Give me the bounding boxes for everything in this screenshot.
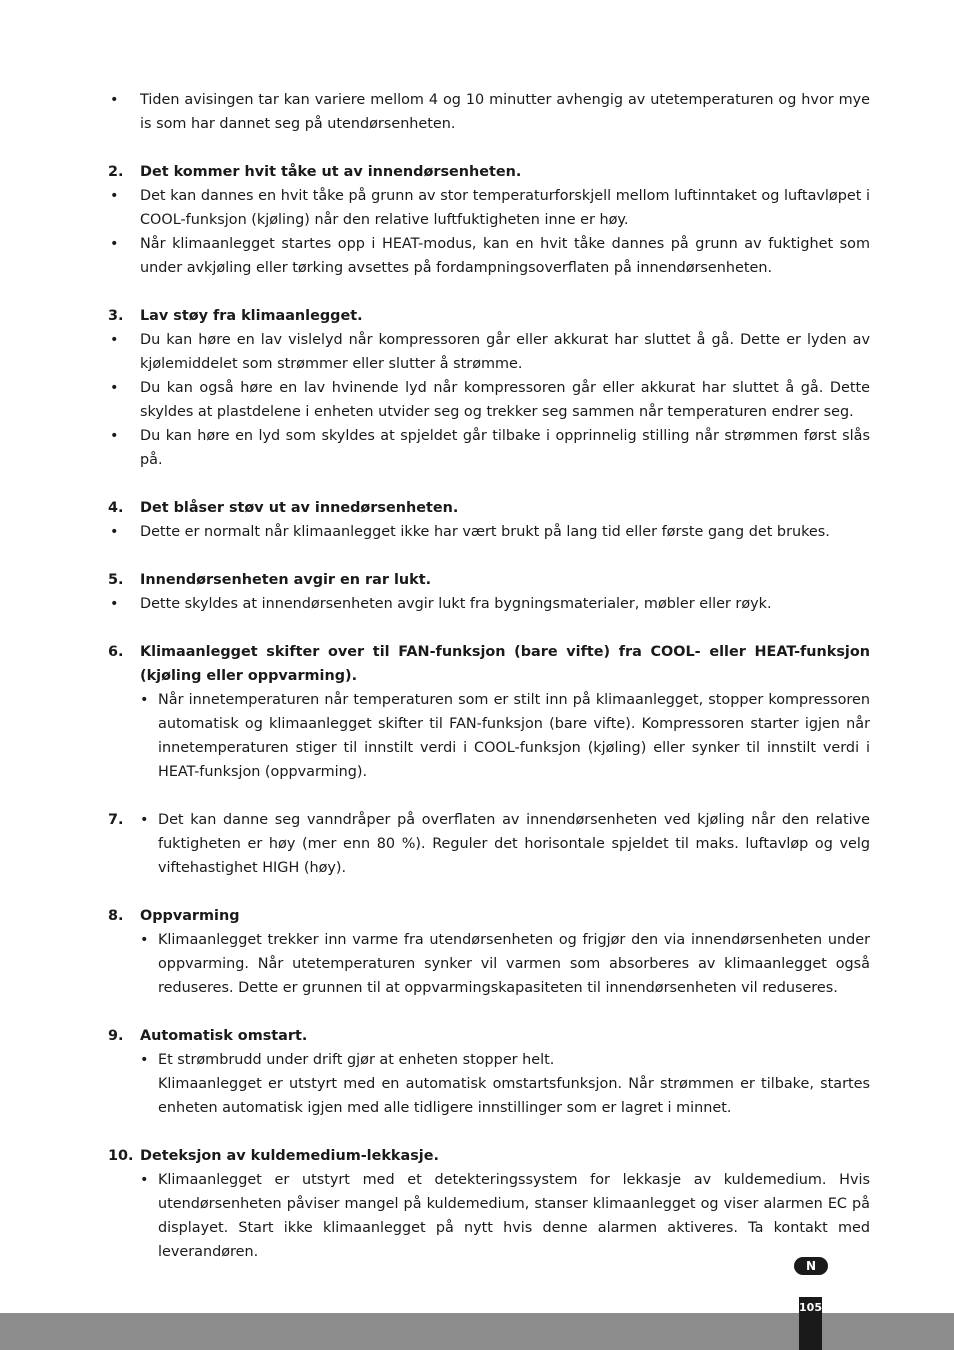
- bullet-marker: •: [140, 1052, 149, 1068]
- bullet-marker: •: [110, 428, 119, 444]
- bullet-marker: •: [110, 92, 119, 108]
- section-10-heading: [108, 1144, 870, 1168]
- section-4-heading: [108, 496, 870, 520]
- bullet-marker: •: [140, 812, 149, 828]
- continuation-text: Klimaanlegget er utstyrt med en automatisk omstartsfunksjon. Når strømmen er tilbake, startes enheten automatisk igjen med alle tidligere innstillinger som er lagret i minnet.: [158, 1076, 870, 1116]
- list-item: [108, 184, 870, 232]
- list-item: [108, 1048, 870, 1072]
- bullet-text: Når innetemperaturen når temperaturen som er stilt inn på klimaanlegget, stopper kompressoren automatisk og klimaanlegget skifter til FAN-funksjon (bare vifte). Kompressoren starter igjen når innetemperaturen stiger til innstilt verdi i COOL-funksjon (kjøling) eller synker til innstilt verdi i HEAT-funksjon (oppvarming).: [158, 692, 870, 780]
- section-number: 2.: [108, 164, 124, 180]
- list-item: [108, 688, 870, 784]
- page-number: 105: [799, 1297, 822, 1350]
- language-badge: N: [794, 1257, 828, 1275]
- section-title: Deteksjon av kuldemedium-lekkasje.: [140, 1148, 439, 1164]
- section-6-heading: [108, 640, 870, 688]
- section-number: 4.: [108, 500, 124, 516]
- bullet-marker: •: [110, 332, 119, 348]
- section-7: [108, 808, 870, 880]
- section-title: Klimaanlegget skifter over til FAN-funksjon (bare vifte) fra COOL- eller HEAT-funksjon (kjøling eller oppvarming).: [140, 644, 870, 684]
- bullet-text: Klimaanlegget trekker inn varme fra utendørsenheten og frigjør den via innendørsenheten under oppvarming. Når utetemperaturen synker vil varmen som absorberes av klimaanlegget også reduseres. Dette er grunnen til at oppvarmingskapasiteten til innendørsenheten vil reduseres.: [158, 932, 870, 996]
- section-title: Det kommer hvit tåke ut av innendørsenheten.: [140, 164, 522, 180]
- section-5-heading: [108, 568, 870, 592]
- section-title: Oppvarming: [140, 908, 240, 924]
- bullet-text: Når klimaanlegget startes opp i HEAT-modus, kan en hvit tåke dannes på grunn av fuktighet som under avkjøling eller tørking avsettes på fordampningsoverflaten på innendørsenheten.: [140, 236, 870, 276]
- bullet-marker: •: [110, 596, 119, 612]
- section-number: 3.: [108, 308, 124, 324]
- section-number: 7.: [108, 812, 124, 828]
- section-title: Automatisk omstart.: [140, 1028, 308, 1044]
- bullet-text: Du kan høre en lyd som skyldes at spjeldet går tilbake i opprinnelig stilling når strømmen først slås på.: [140, 428, 870, 468]
- bullet-text: Det kan danne seg vanndråper på overflaten av innendørsenheten ved kjøling når den relative fuktigheten er høy (mer enn 80 %). Reguler det horisontale spjeldet til maks. luftavløp og velg viftehastighet HIGH (høy).: [158, 812, 870, 876]
- bullet-text: Klimaanlegget er utstyrt med et detekteringssystem for lekkasje av kuldemedium. Hvis utendørsenheten påviser mangel på kuldemedium, stanser klimaanlegget og viser alarmen EC på displayet. Start ikke klimaanlegget på nytt hvis denne alarmen aktiveres. Ta kontakt med leverandøren.: [158, 1172, 870, 1260]
- bullet-marker: •: [110, 236, 119, 252]
- section-number: 6.: [108, 644, 124, 660]
- section-title: Lav støy fra klimaanlegget.: [140, 308, 363, 324]
- section-number: 10.: [108, 1148, 134, 1164]
- bullet-text: Dette skyldes at innendørsenheten avgir lukt fra bygningsmaterialer, møbler eller røyk.: [140, 596, 772, 612]
- bullet-marker: •: [110, 188, 119, 204]
- section-8-heading: [108, 904, 870, 928]
- list-item: [108, 1168, 870, 1264]
- list-item: [108, 328, 870, 376]
- bullet-marker: •: [110, 524, 119, 540]
- bullet-text: Et strømbrudd under drift gjør at enheten stopper helt.: [158, 1052, 555, 1068]
- list-item: [108, 520, 870, 544]
- section-9-heading: [108, 1024, 870, 1048]
- paragraph-continuation: [108, 1072, 870, 1120]
- bullet-marker: •: [140, 1172, 149, 1188]
- bullet-marker: •: [110, 380, 119, 396]
- bullet-text: Du kan også høre en lav hvinende lyd når kompressoren går eller akkurat har sluttet å gå. Dette skyldes at plastdelene i enheten utvider seg og trekker seg sammen når temperaturen endrer seg.: [140, 380, 870, 420]
- section-number: 8.: [108, 908, 124, 924]
- list-item: [108, 424, 870, 472]
- bullet-text: Det kan dannes en hvit tåke på grunn av stor temperaturforskjell mellom luftinntaket og luftavløpet i COOL-funksjon (kjøling) når den relative luftfuktigheten inne er høy.: [140, 188, 870, 228]
- bullet-marker: •: [140, 932, 149, 948]
- bullet-text: Dette er normalt når klimaanlegget ikke har vært brukt på lang tid eller første gang det brukes.: [140, 524, 830, 540]
- section-2-heading: [108, 160, 870, 184]
- list-item: [108, 232, 870, 280]
- list-item: [108, 592, 870, 616]
- document-body: [108, 88, 870, 1264]
- list-item: [108, 376, 870, 424]
- section-3-heading: [108, 304, 870, 328]
- bullet-text: Du kan høre en lav vislelyd når kompressoren går eller akkurat har sluttet å gå. Dette er lyden av kjølemiddelet som strømmer eller slutter å strømme.: [140, 332, 870, 372]
- section-title: Det blåser støv ut av innedørsenheten.: [140, 500, 459, 516]
- bullet-text: Tiden avisingen tar kan variere mellom 4 og 10 minutter avhengig av utetemperaturen og hvor mye is som har dannet seg på utendørsenheten.: [140, 92, 870, 132]
- intro-bullet: [108, 88, 870, 136]
- section-title: Innendørsenheten avgir en rar lukt.: [140, 572, 432, 588]
- section-number: 5.: [108, 572, 124, 588]
- bullet-marker: •: [140, 692, 149, 708]
- list-item: [108, 928, 870, 1000]
- section-number: 9.: [108, 1028, 124, 1044]
